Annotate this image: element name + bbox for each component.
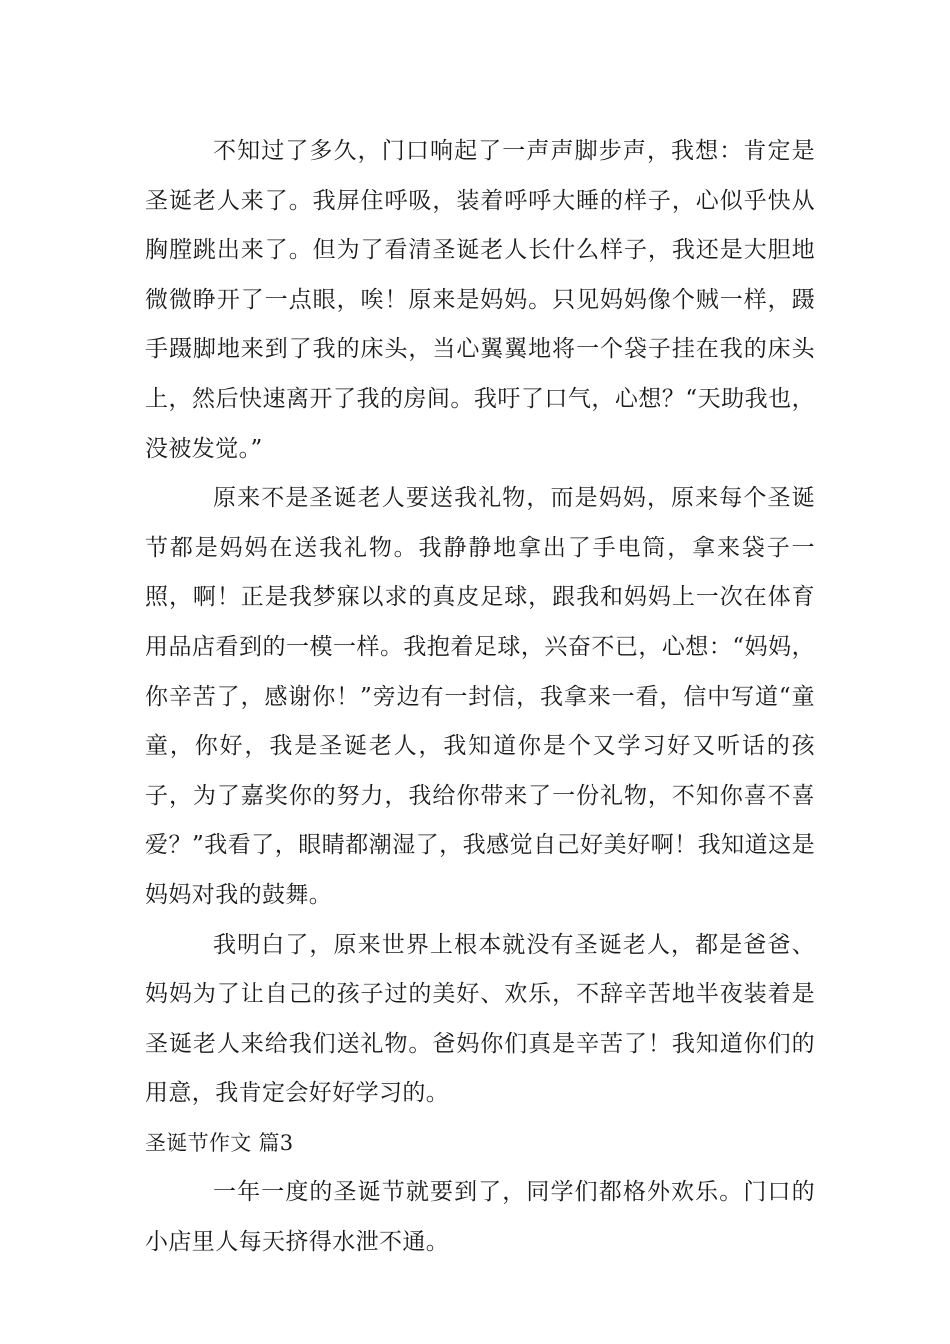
document-body xyxy=(145,127,815,1268)
paragraph-1: 不知过了多久，门口响起了一声声脚步声，我想：肯定是圣诞老人来了。我屏住呼吸，装着呼呼大睡的样子，心似乎快从胸膛跳出来了。但为了看清圣诞老人长什么样子，我还是大胆地微微睁开了一点眼，唉！原来是妈妈。只见妈妈像个贼一样，蹑手蹑脚地来到了我的床头，当心翼翼地将一个袋子挂在我的床头上，然后快速离开了我的房间。我吁了口气，心想？“天助我也，没被发觉。” xyxy=(145,138,815,462)
section-paragraph: 一年一度的圣诞节就要到了，同学们都格外欢乐。门口的小店里人每天挤得水泄不通。 xyxy=(145,1179,815,1256)
section-heading: 圣诞节作文 篇3 xyxy=(145,1130,294,1155)
paragraph-3: 我明白了，原来世界上根本就没有圣诞老人，都是爸爸、妈妈为了让自己的孩子过的美好、欢乐，不辞辛苦地半夜装着是圣诞老人来给我们送礼物。爸妈你们真是辛苦了！我知道你们的用意，我肯定会好好学习的。 xyxy=(145,931,815,1107)
paragraph-2: 原来不是圣诞老人要送我礼物，而是妈妈，原来每个圣诞节都是妈妈在送我礼物。我静静地拿出了手电筒，拿来袋子一照，啊！正是我梦寐以求的真皮足球，跟我和妈妈上一次在体育用品店看到的一模一样。我抱着足球，兴奋不已，心想：“妈妈，你辛苦了，感谢你！”旁边有一封信，我拿来一看，信中写道“童童，你好，我是圣诞老人，我知道你是个又学习好又听话的孩子，为了嘉奖你的努力，我给你带来了一份礼物，不知你喜不喜爱？”我看了，眼睛都潮湿了，我感觉自己好美好啊！我知道这是妈妈对我的鼓舞。 xyxy=(145,485,815,908)
